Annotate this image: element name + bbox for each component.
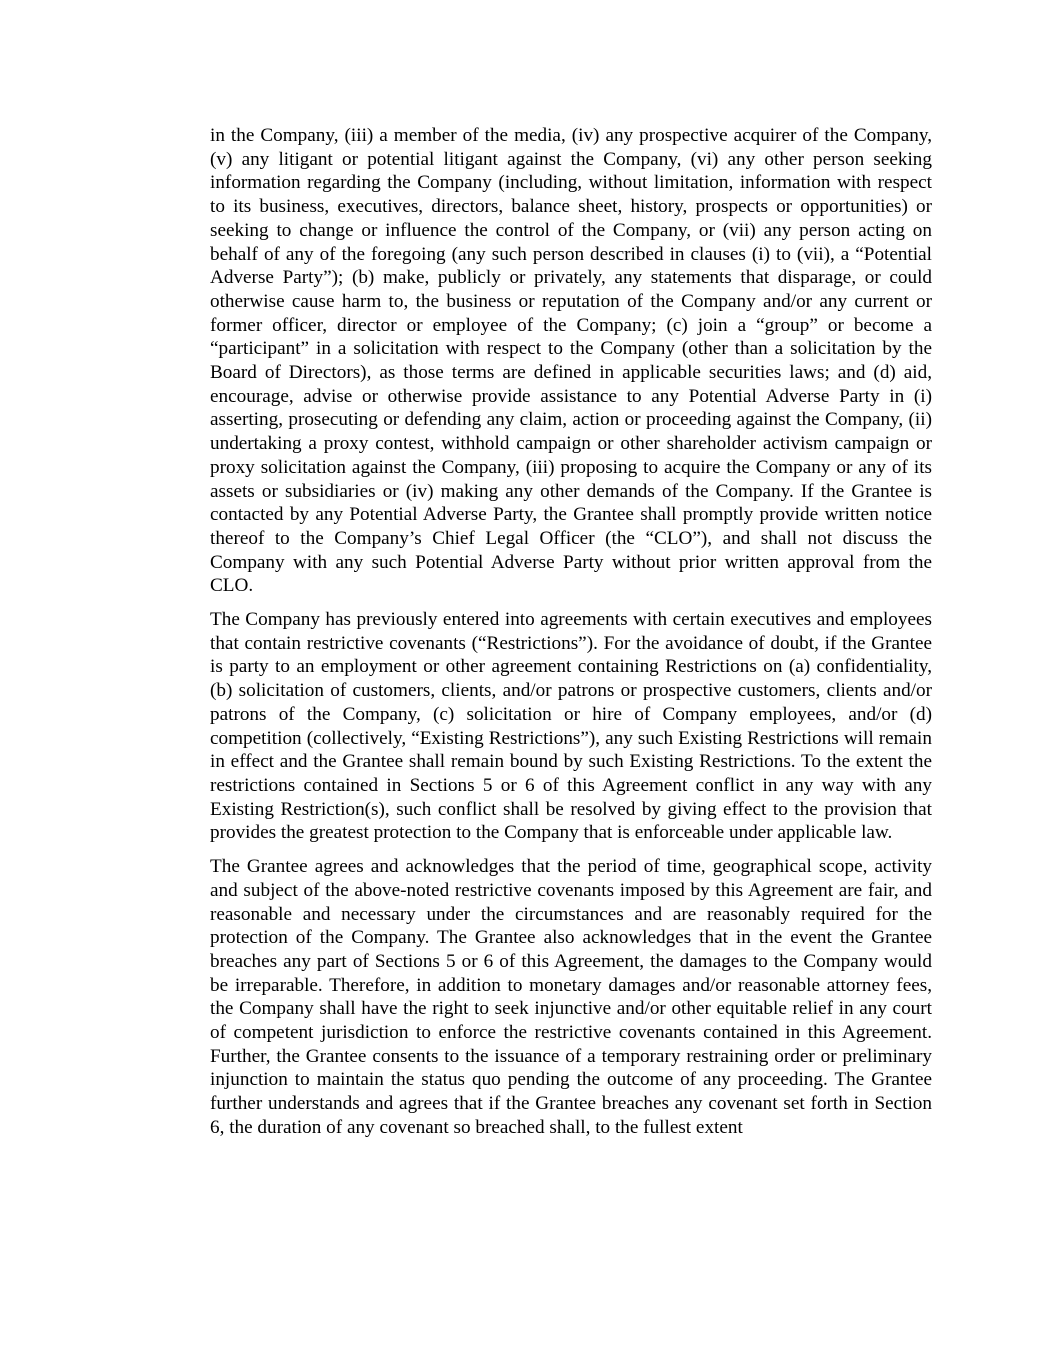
paragraph-existing-restrictions: The Company has previously entered into agreements with certain executives and employees that contain restrictive covenants (“Restrictions”). For the avoidance of doubt, if the Grantee is party to an employment or other agreement containing Restrictions on (a) confidentiality, (b) solicitation of customers, clients, and/or patrons or prospective customers, clients and/or patrons of the Company, (c) solicitation or hire of Company employees, and/or (d) competition (collectively, “Existing Restrictions”), any such Existing Restrictions will remain in effect and the Grantee shall remain bound by such Existing Restrictions. To the extent the restrictions contained in Sections 5 or 6 of this Agreement conflict in any way with any Existing Restriction(s), such conflict shall be resolved by giving effect to the provision that provides the greatest protection to the Company that is enforceable under applicable law. — [210, 609, 932, 844]
paragraph-adverse-party: in the Company, (iii) a member of the media, (iv) any prospective acquirer of the Company, (v) any litigant or potential litigant against the Company, (vi) any other person seeking information regarding the Company (including, without limitation, information with respect to its business, executives, directors, balance sheet, history, prospects or opportunities) or seeking to change or influence the control of the Company, or (vii) any person acting on behalf of any of the foregoing (any such person described in clauses (i) to (vii), a “Potential Adverse Party”); (b) make, publicly or privately, any statements that disparage, or could otherwise cause harm to, the business or reputation of the Company and/or any current or former officer, director or employee of the Company; (c) join a “group” or become a “participant” in a solicitation with respect to the Company (other than a solicitation by the Board of Directors), as those terms are defined in applicable securities laws; and (d) aid, encourage, advise or otherwise provide assistance to any Potential Adverse Party in (i) asserting, prosecuting or defending any claim, action or proceeding against the Company, (ii) undertaking a proxy contest, withhold campaign or other shareholder activism campaign or proxy solicitation against the Company, (iii) proposing to acquire the Company or any of its assets or subsidiaries or (iv) making any other demands of the Company. If the Grantee is contacted by any Potential Adverse Party, the Grantee shall promptly provide written notice thereof to the Company’s Chief Legal Officer (the “CLO”), and shall not discuss the Company with any such Potential Adverse Party without prior written approval from the CLO. — [210, 125, 932, 597]
paragraph-remedies: The Grantee agrees and acknowledges that the period of time, geographical scope, activity and subject of the above-noted restrictive covenants imposed by this Agreement are fair, and reasonable and necessary under the circumstances and are reasonably required for the protection of the Company. The Grantee also acknowledges that in the event the Grantee breaches any part of Sections 5 or 6 of this Agreement, the damages to the Company would be irreparable. Therefore, in addition to monetary damages and/or reasonable attorney fees, the Company shall have the right to seek injunctive and/or other equitable relief in any court of competent jurisdiction to enforce the restrictive covenants contained in this Agreement. Further, the Grantee consents to the issuance of a temporary restraining order or preliminary injunction to maintain the status quo pending the outcome of any proceeding. The Grantee further understands and agrees that if the Grantee breaches any covenant set forth in Section 6, the duration of any covenant so breached shall, to the fullest extent — [210, 856, 932, 1138]
document-body — [210, 124, 932, 1150]
